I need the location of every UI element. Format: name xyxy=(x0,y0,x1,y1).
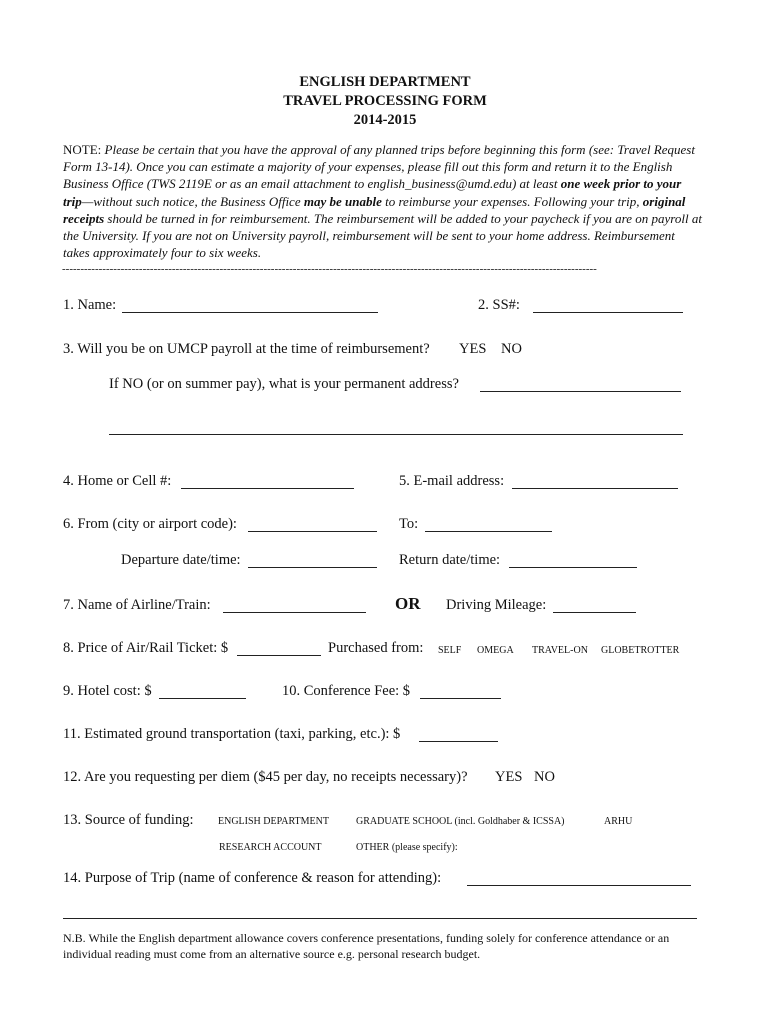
hotel-cost-label: 9. Hotel cost: $ xyxy=(63,683,152,699)
hotel-cost-field[interactable] xyxy=(159,698,246,699)
ticket-price-field[interactable] xyxy=(237,655,321,656)
payroll-no[interactable]: NO xyxy=(501,341,522,357)
payroll-yes[interactable]: YES xyxy=(459,341,487,357)
phone-label: 4. Home or Cell #: xyxy=(63,473,172,489)
purchase-option-globetrotter[interactable]: GLOBETROTTER xyxy=(601,645,680,656)
ticket-price-label: 8. Price of Air/Rail Ticket: $ xyxy=(63,640,229,656)
funding-source-label: 13. Source of funding: xyxy=(63,812,194,828)
trip-purpose-label: 14. Purpose of Trip (name of conference & reason for attending): xyxy=(63,870,442,886)
purchase-option-travel-on[interactable]: TRAVEL-ON xyxy=(532,645,588,656)
form-header-title: TRAVEL PROCESSING FORM xyxy=(283,93,487,109)
phone-field[interactable] xyxy=(181,488,354,489)
from-label: 6. From (city or airport code): xyxy=(63,516,237,532)
note-text-3: to reimburse your expenses. Following your trip, xyxy=(385,193,640,209)
note-text-2: —without such notice, the Business Office xyxy=(81,193,301,209)
ground-transport-label: 11. Estimated ground transportation (taxi, parking, etc.): $ xyxy=(63,726,401,742)
departure-field[interactable] xyxy=(248,567,377,568)
ssn-label: 2. SS#: xyxy=(478,297,520,313)
funding-option-research-account[interactable]: RESEARCH ACCOUNT xyxy=(219,842,322,853)
per-diem-no[interactable]: NO xyxy=(534,769,555,785)
purchased-from-label: Purchased from: xyxy=(328,640,424,656)
permanent-address-label: If NO (or on summer pay), what is your permanent address? xyxy=(109,376,459,392)
purchase-option-self[interactable]: SELF xyxy=(438,645,462,656)
ground-transport-field[interactable] xyxy=(419,741,498,742)
instructions-note xyxy=(63,141,703,261)
to-label: To: xyxy=(399,516,419,532)
mileage-field[interactable] xyxy=(553,612,636,613)
note-bold-2: may be unable xyxy=(303,193,382,209)
per-diem-question: 12. Are you requesting per diem ($45 per day, no receipts necessary)? xyxy=(63,769,468,785)
or-separator: OR xyxy=(395,594,421,613)
ssn-field[interactable] xyxy=(533,312,683,313)
trip-purpose-field-1[interactable] xyxy=(467,885,691,886)
form-header-dept: ENGLISH DEPARTMENT xyxy=(299,74,471,90)
purchase-option-omega[interactable]: OMEGA xyxy=(477,645,514,656)
payroll-question: 3. Will you be on UMCP payroll at the time of reimbursement? xyxy=(63,341,430,357)
note-text-4: should be turned in for reimbursement. The reimbursement will be added to your paycheck if you are on payroll at the University. If you are not on University payroll, reimbursement will be sent to your home address. Reimbursement takes approximately four to six weeks. xyxy=(63,210,702,261)
per-diem-yes[interactable]: YES xyxy=(495,769,523,785)
trip-purpose-field-2[interactable] xyxy=(63,918,697,919)
note-text-1: Please be certain that you have the approval of any planned trips before beginning this form (see: Travel Request Form 13-14). Once you can estimate a majority of your expenses, please fill out this form and return it to the English Business Office (TWS 2119E or as an email attachment to english_business@umd.edu) at least xyxy=(63,142,695,192)
permanent-address-field-1[interactable] xyxy=(480,391,681,392)
departure-label: Departure date/time: xyxy=(121,552,241,568)
note-bold-1: one week prior to your trip xyxy=(63,176,682,209)
email-field[interactable] xyxy=(512,488,678,489)
conference-fee-field[interactable] xyxy=(420,698,501,699)
permanent-address-field-2[interactable] xyxy=(109,434,683,435)
conference-fee-label: 10. Conference Fee: $ xyxy=(282,683,411,699)
to-field[interactable] xyxy=(425,531,552,532)
funding-option-english-dept[interactable]: ENGLISH DEPARTMENT xyxy=(218,816,329,827)
funding-option-other[interactable]: OTHER (please specify): xyxy=(356,842,458,853)
funding-option-arhu[interactable]: ARHU xyxy=(604,816,633,827)
mileage-label: Driving Mileage: xyxy=(446,597,547,613)
funding-option-graduate-school[interactable]: GRADUATE SCHOOL (incl. Goldhaber & ICSSA) xyxy=(356,816,565,827)
form-header-year: 2014-2015 xyxy=(353,112,417,128)
name-field[interactable] xyxy=(122,312,378,313)
note-label: NOTE: xyxy=(63,142,102,157)
from-field[interactable] xyxy=(248,531,377,532)
dashed-divider: -------------------------------------------------------------------------------------------------------------------------------------------------- xyxy=(62,263,597,275)
note-bold-3: original receipts xyxy=(63,193,686,226)
airline-label: 7. Name of Airline/Train: xyxy=(63,597,211,613)
name-label: 1. Name: xyxy=(63,297,117,313)
return-label: Return date/time: xyxy=(399,552,501,568)
return-field[interactable] xyxy=(509,567,637,568)
footnote: N.B. While the English department allowance covers conference presentations, funding solely for conference attendance or an individual reading must come from an alternative source e.g. personal research budget. xyxy=(63,931,670,961)
airline-field[interactable] xyxy=(223,612,366,613)
email-label: 5. E-mail address: xyxy=(399,473,505,489)
